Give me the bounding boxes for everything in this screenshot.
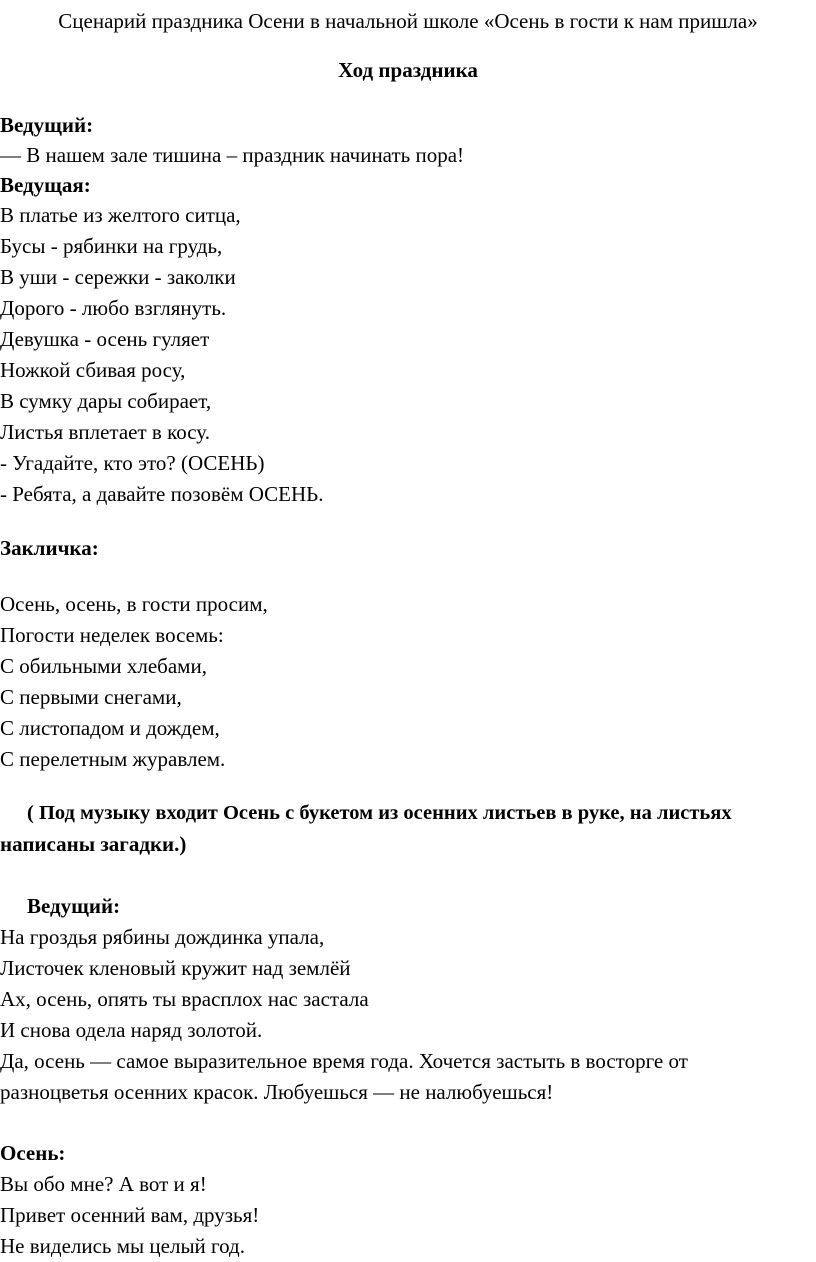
verse-line: В уши - сережки - заколки: [0, 265, 236, 289]
verse-line: Листочек кленовый кружит над землёй: [0, 956, 351, 980]
verse-line: Девушка - осень гуляет: [0, 327, 210, 351]
text-line: — В нашем зале тишина – праздник начинать пора!: [0, 143, 465, 167]
verse-line: Погости неделек восемь:: [0, 623, 224, 647]
verse-line: В платье из желтого ситца,: [0, 203, 241, 227]
verse-line: Ах, осень, опять ты врасплох нас застала: [0, 987, 369, 1011]
verse-line: Листья вплетает в косу.: [0, 420, 210, 444]
verse-line: Осень, осень, в гости просим,: [0, 592, 268, 616]
speaker-label: Ведущий:: [0, 113, 94, 137]
verse-line: В сумку дары собирает,: [0, 389, 212, 413]
verse-line: Ножкой сбивая росу,: [0, 358, 186, 382]
verse-line: Вы обо мне? А вот и я!: [0, 1172, 207, 1196]
speaker-label: Осень:: [0, 1141, 66, 1165]
speaker-label: Ведущая:: [0, 173, 91, 197]
verse-line: - Ребята, а давайте позовём ОСЕНЬ.: [0, 482, 324, 506]
verse-line: Дорого - любо взглянуть.: [0, 296, 227, 320]
verse-line: - Угадайте, кто это? (ОСЕНЬ): [0, 451, 265, 475]
verse-line: С первыми снегами,: [0, 685, 182, 709]
verse-line: Не виделись мы целый год.: [0, 1234, 245, 1258]
verse-line: С листопадом и дождем,: [0, 716, 220, 740]
verse-line: Привет осенний вам, друзья!: [0, 1203, 260, 1227]
text-line: Да, осень — самое выразительное время года. Хочется застыть в восторге от: [0, 1049, 688, 1073]
verse-line: И снова одела наряд золотой.: [0, 1018, 263, 1042]
stage-direction: ( Под музыку входит Осень с букетом из осенних листьев в руке, на листьях: [27, 802, 732, 824]
section-heading: Закличка:: [0, 536, 99, 560]
document-subtitle: Ход праздника: [338, 58, 478, 82]
speaker-label: Ведущий:: [27, 894, 121, 918]
verse-line: На гроздья рябины дождинка упала,: [0, 925, 325, 949]
verse-line: С обильными хлебами,: [0, 654, 207, 678]
stage-direction: написаны загадки.): [0, 832, 187, 856]
document-title: Сценарий праздника Осени в начальной школе «Осень в гости к нам пришла»: [58, 9, 758, 33]
text-line: разноцветья осенних красок. Любуешься — не налюбуешься!: [0, 1080, 554, 1104]
verse-line: С перелетным журавлем.: [0, 747, 226, 771]
verse-line: Бусы - рябинки на грудь,: [0, 234, 223, 258]
